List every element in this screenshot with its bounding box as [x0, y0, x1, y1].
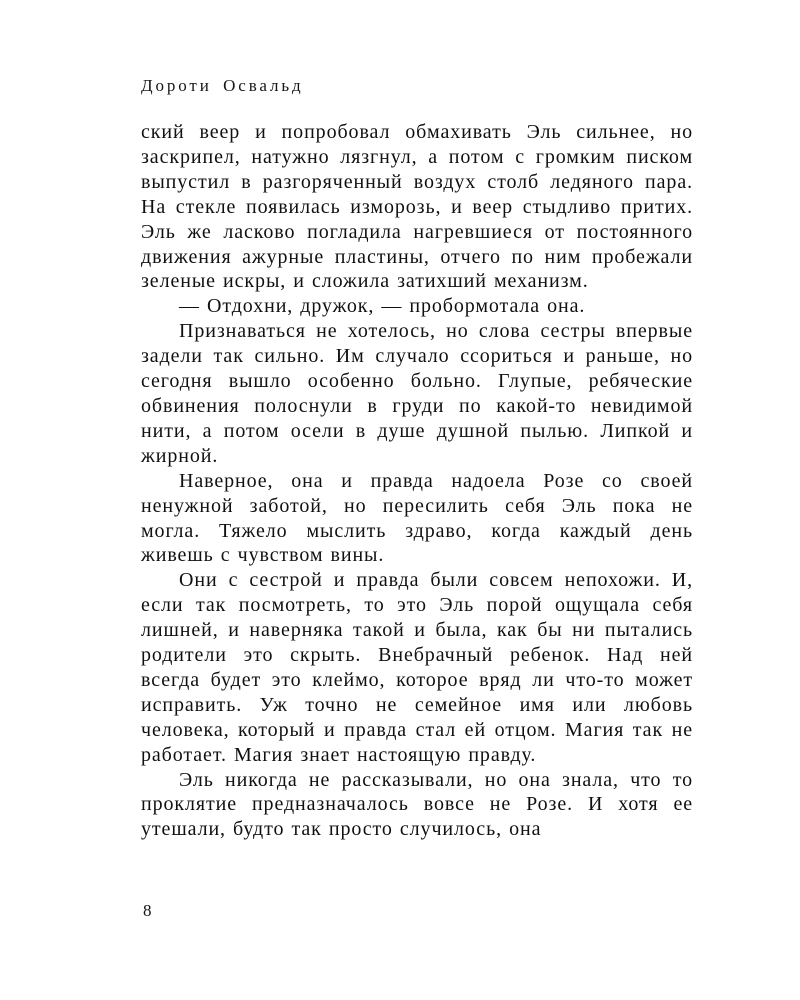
page-body	[141, 120, 693, 842]
paragraph: Наверное, она и правда надоела Розе со своей ненужной заботой, но пересилить себя Эль пока не могла. Тяжело мыслить здраво, когда каждый день живешь с чувством вины.	[141, 469, 693, 567]
paragraph: Эль никогда не рассказывали, но она знала, что то проклятие предназначалось вовсе не Розе. И хотя ее утешали, будто так просто случилось, она	[141, 768, 693, 841]
paragraph: Признаваться не хотелось, но слова сестры впервые задели так сильно. Им случало ссориться и раньше, но сегодня вышло особенно больно. Глупые, ребяческие обвинения полоснули в груди по какой-то невидимой нити, а потом осели в душе душной пылью. Липкой и жирной.	[141, 320, 693, 467]
running-header-author: Дороти Освальд	[141, 76, 304, 95]
paragraph: Они с сестрой и правда были совсем непохожи. И, если так посмотреть, то это Эль порой ощущала себя лишней, и наверняка такой и была, как бы ни пытались родители это скрыть. Внебрачный ребенок. Над ней всегда будет это клеймо, которое вряд ли что-то может исправить. Уж точно не семейное имя или любовь человека, который и правда стал ей отцом. Магия так не работает. Магия знает настоящую правду.	[141, 569, 693, 766]
paragraph: — Отдохни, дружок, — пробормотала она.	[179, 295, 586, 318]
page-number: 8	[143, 901, 152, 920]
paragraph: ский веер и попробовал обмахивать Эль сильнее, но заскрипел, натужно лязгнул, а потом с громким писком выпустил в разгоряченный воздух столб ледяного пара. На стекле появилась изморозь, и веер стыдливо притих. Эль же ласково погладила нагревшиеся от постоянного движения ажурные пластины, отчего по ним пробежали зеленые искры, и сложила затихший механизм.	[141, 121, 693, 293]
